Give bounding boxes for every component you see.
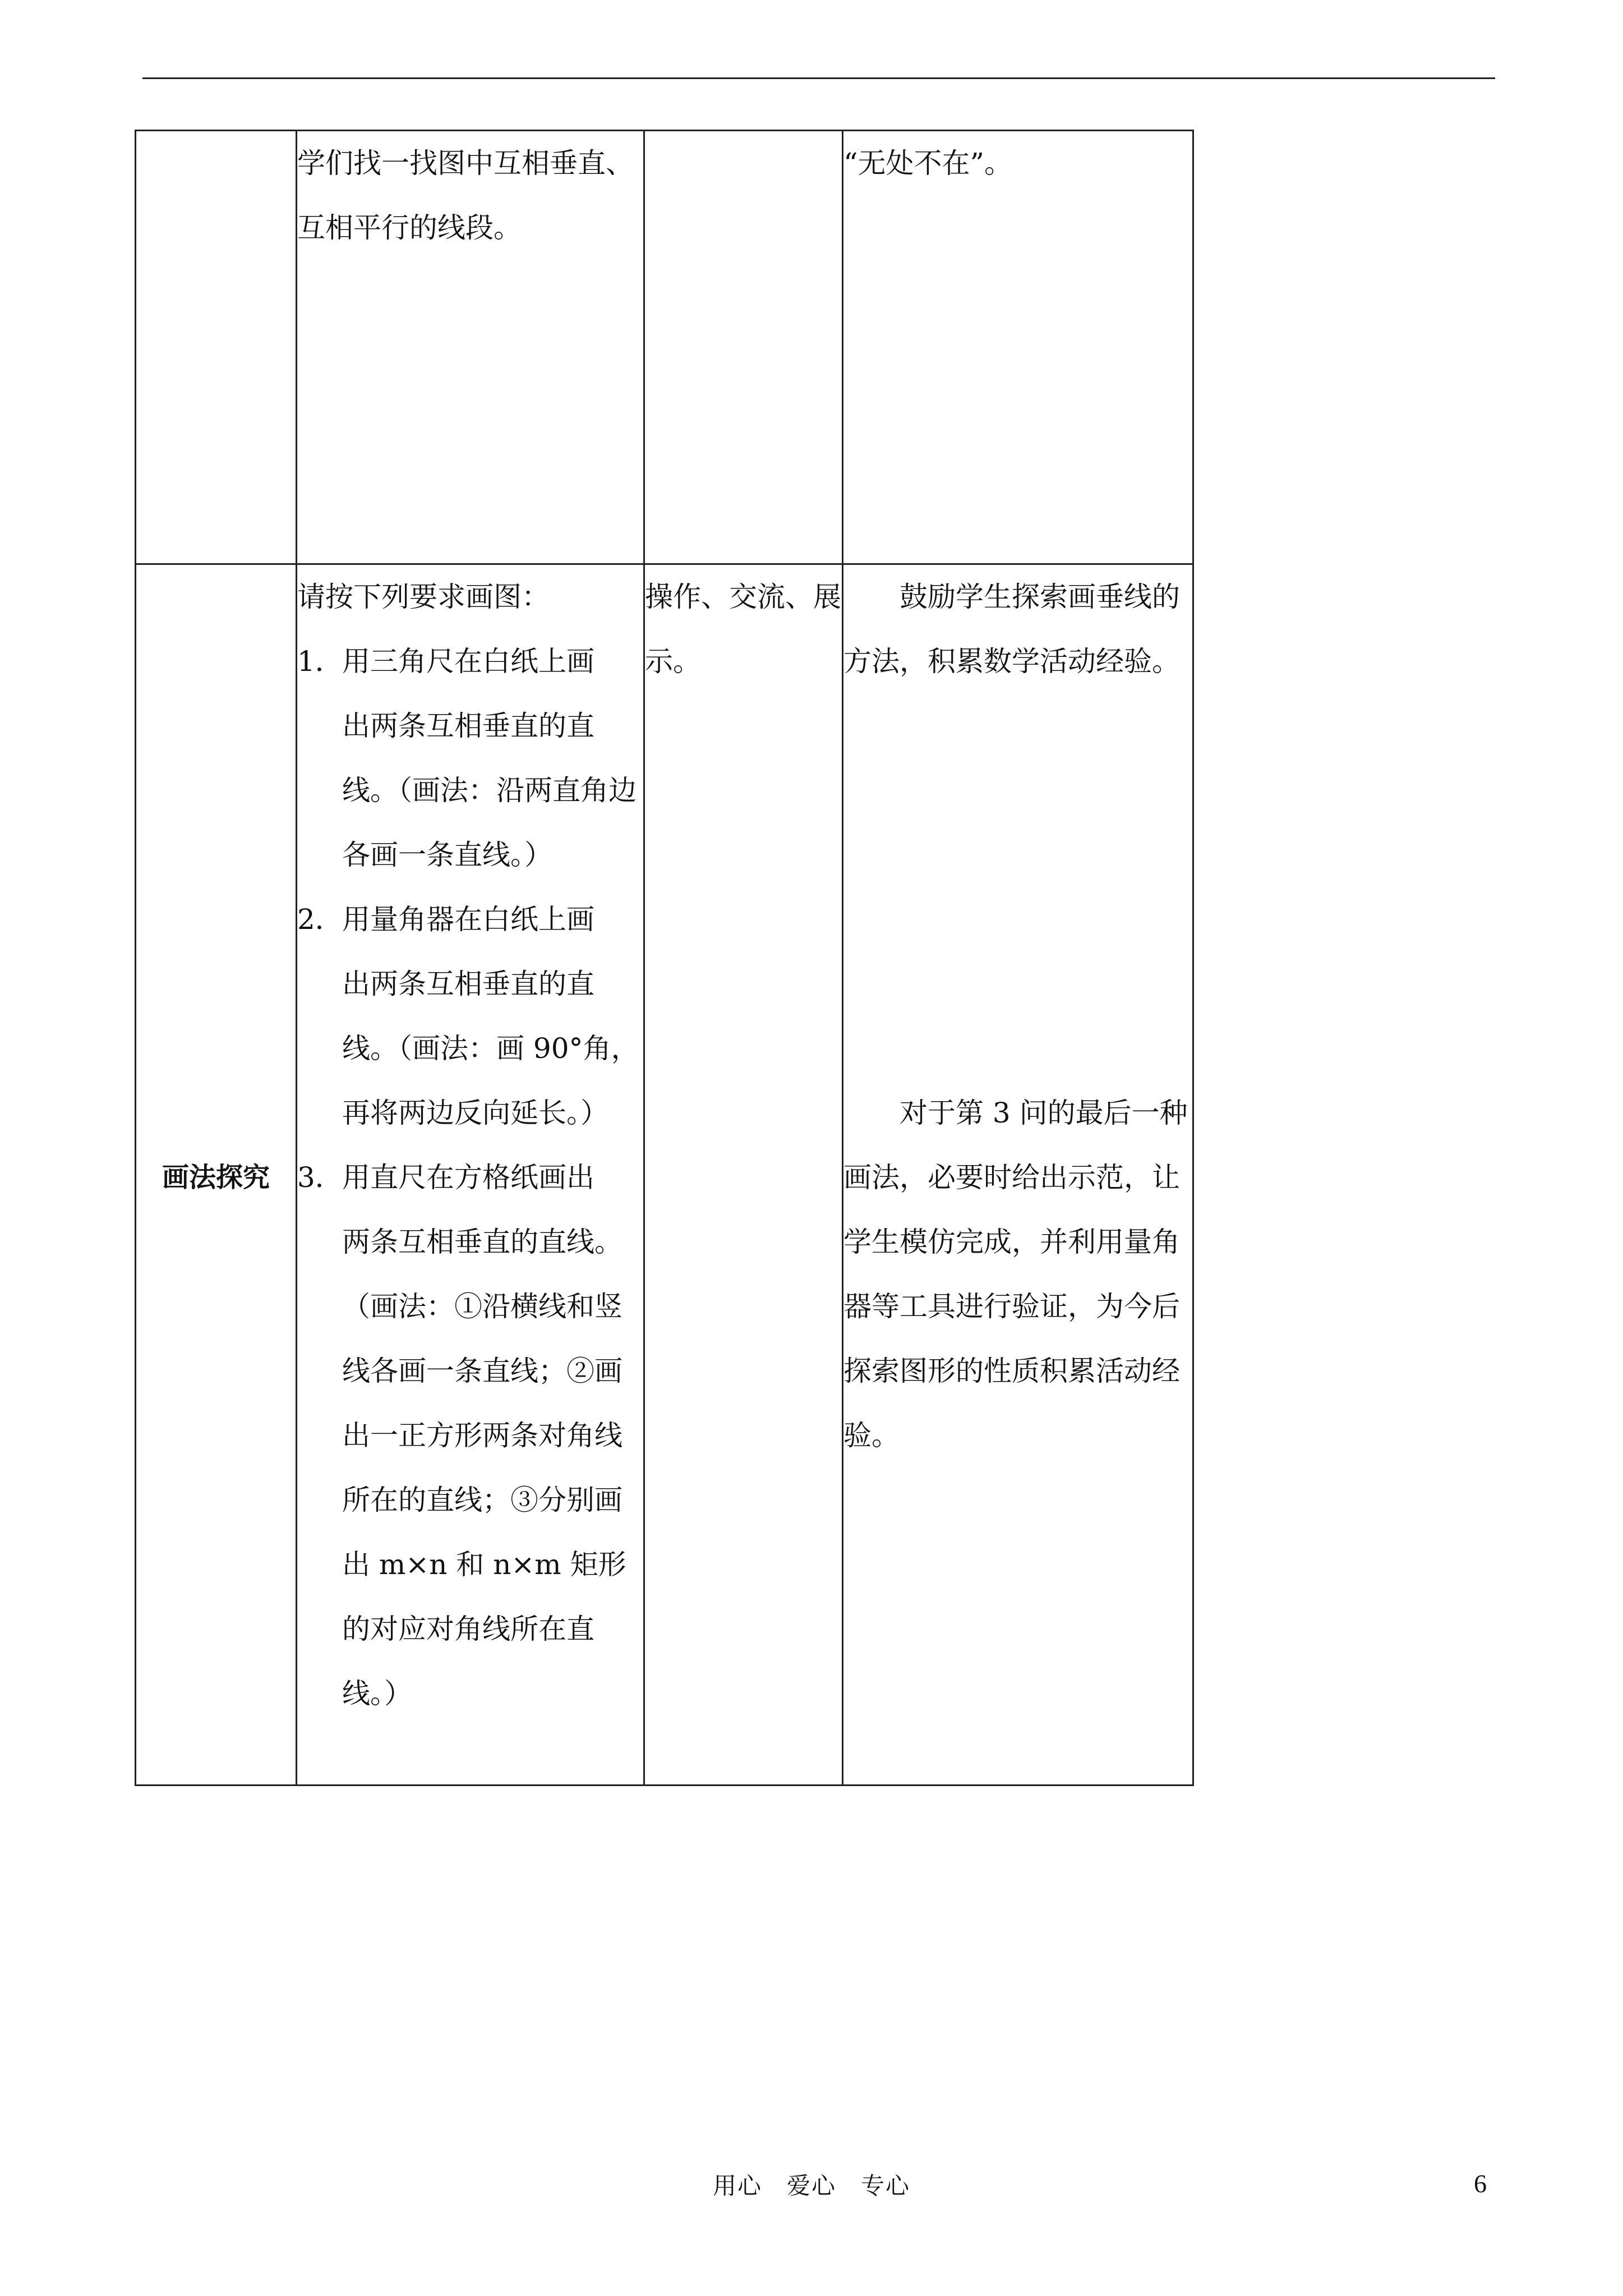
table-row [136, 564, 1193, 1786]
list-item-number: 3． [297, 1161, 343, 1194]
list-item-number: 1． [297, 645, 343, 678]
page-number: 6 [1474, 2169, 1487, 2198]
design-intent-paragraph: 对于第 3 问的最后一种画法，必要时给出示范，让学生模仿完成，并利用量角器等工具进行验证，为今后探索图形的性质积累活动经验。 [843, 1097, 1188, 1452]
list-item [297, 1145, 643, 1726]
activity-cell [297, 131, 644, 564]
list-item-first-line: 用量角器在白纸上画 [342, 903, 594, 936]
activity-text: 学们找一找图中互相垂直、互相平行的线段。 [297, 147, 634, 244]
student-activity-text: 操作、交流、展示。 [645, 581, 841, 678]
student-activity-cell [644, 564, 843, 1786]
list-item-continuation: 两条互相垂直的直线。（画法：①沿横线和竖线各画一条直线；②画出一正方形两条对角线所在的直线；③分别画出 m×n 和 n×m 矩形的对应对角线所在直线。） [342, 1226, 626, 1710]
design-intent-paragraph: 鼓励学生探索画垂线的方法，积累数学活动经验。 [843, 581, 1180, 678]
footer-motto: 用心 爱心 专心 [712, 2172, 910, 2200]
section-label: 画法探究 [136, 564, 297, 1786]
list-item [297, 887, 643, 1145]
list-item-continuation: 出两条互相垂直的直线。（画法：沿两直角边各画一条直线。） [342, 710, 637, 871]
table-row [136, 131, 1193, 564]
activity-intro: 请按下列要求画图： [297, 581, 550, 613]
design-intent-cell [843, 131, 1193, 564]
activity-cell [297, 564, 644, 1786]
design-intent-cell [843, 564, 1193, 1786]
design-intent-text: “无处不在”。 [843, 147, 1013, 180]
list-item-number: 2． [297, 903, 343, 936]
header-rule [142, 77, 1495, 79]
list-item-first-line: 用直尺在方格纸画出 [342, 1161, 594, 1194]
list-item-first-line: 用三角尺在白纸上画 [342, 645, 594, 678]
section-cell-empty [136, 131, 297, 564]
list-item-continuation: 出两条互相垂直的直线。（画法：画 90°角，再将两边反向延长。） [342, 968, 639, 1129]
lesson-plan-table [135, 130, 1194, 1786]
list-item [297, 629, 643, 887]
student-activity-cell-empty [644, 131, 843, 564]
